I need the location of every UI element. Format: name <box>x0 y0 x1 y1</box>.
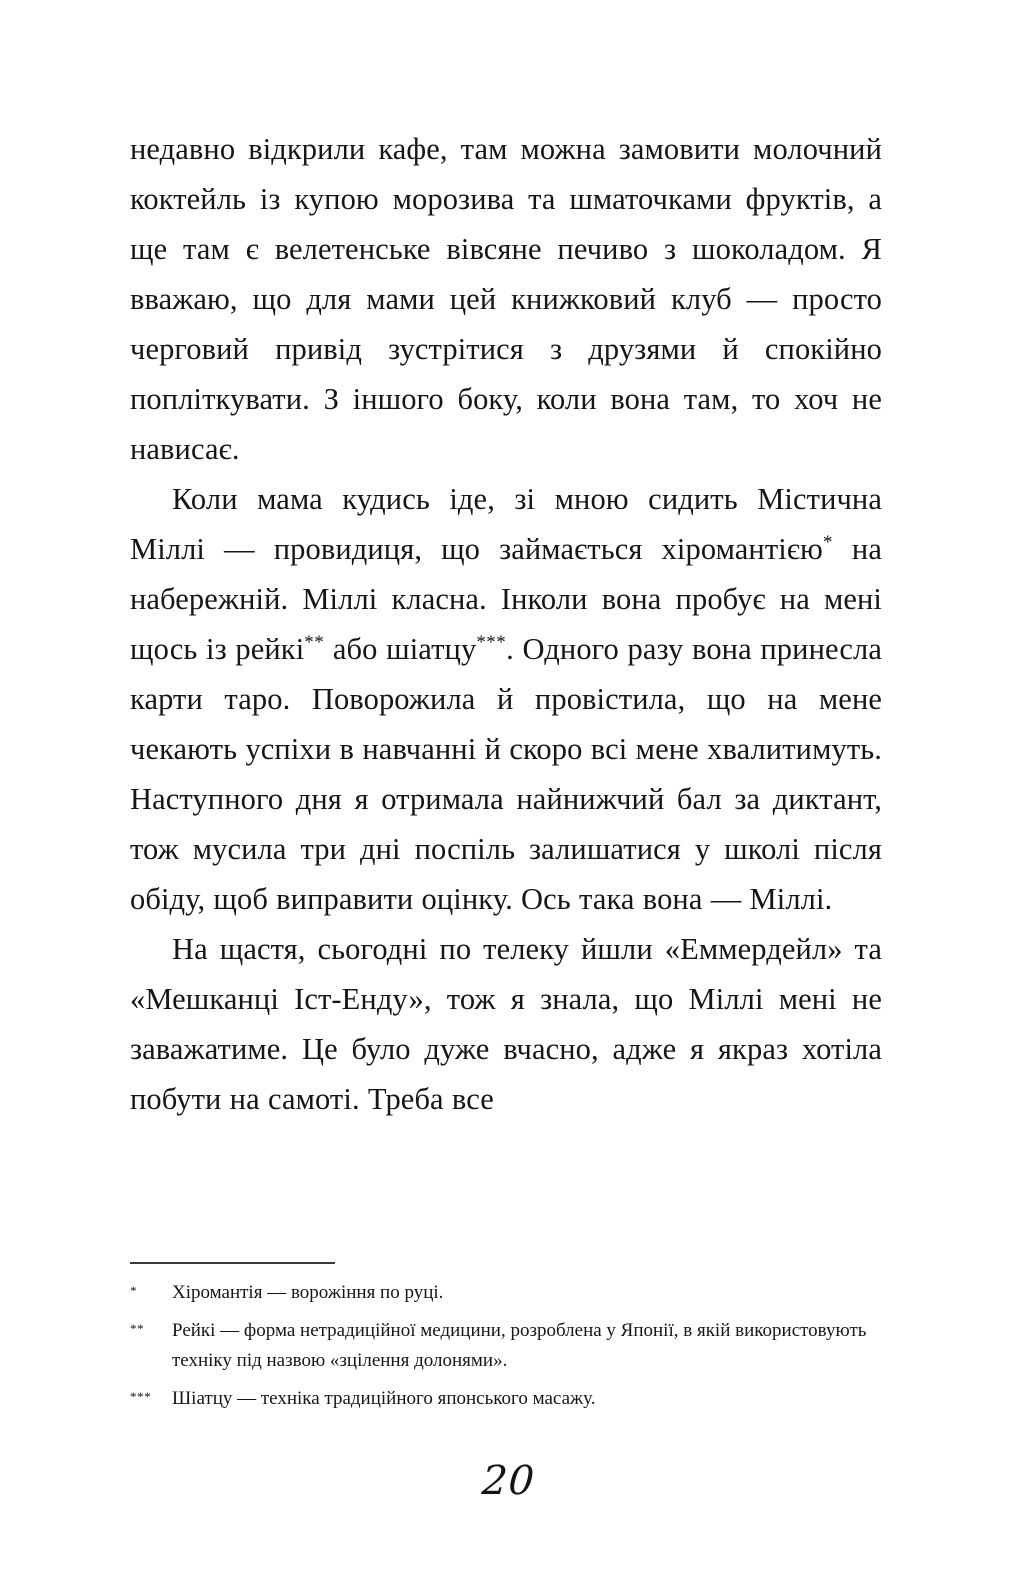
footnote-ref-3[interactable]: *** <box>476 631 507 653</box>
footnote-marker: * <box>130 1283 138 1298</box>
footnote-ref-1[interactable]: * <box>822 531 833 553</box>
footnote-marker: *** <box>130 1389 152 1404</box>
paragraph-2 <box>130 474 882 924</box>
paragraph-2-segment-text: . Одного разу вона принесла карти таро. Поворожила й провістила, що на мене чекають успіхи в навчанні й скоро всі мене хвалитимуть. Наступного дня я отримала найнижчий бал за диктант, тож мусила три дні поспіль залишатися у школі після обіду, щоб виправити оцінку. Ось така вона — Міллі. <box>130 632 882 916</box>
footnote-item <box>130 1316 882 1376</box>
footnote-text: Хіромантія — ворожіння по руці. <box>172 1282 444 1303</box>
paragraph-1: недавно відкрили кафе, там можна замовити молочний коктейль із купою морозива та шматочками фруктів, а ще там є велетенське вівсяне печиво з шоколадом. Я вважаю, що для мами цей книжковий клуб — просто черговий привід зустрітися з друзями й спокійно попліткувати. З іншого боку, коли вона там, то хоч не нависає. <box>130 132 882 466</box>
body-text-block <box>130 124 882 1124</box>
paragraph-2-segment-text: Коли мама кудись іде, зі мною сидить Містична Міллі — провидиця, що займається хіромантією <box>130 482 882 566</box>
paragraph-3: На щастя, сьогодні по телеку йшли «Еммердейл» та «Мешканці Іст-Енду», тож я знала, що Міллі мені не заважатиме. Це було дуже вчасно, адже я якраз хотіла побути на самоті. Треба все <box>130 932 882 1116</box>
footnote-text: Рейкі — форма нетрадиційної медицини, розроблена у Японії, в якій використовують техніку під назвою «зцілення долонями». <box>172 1320 867 1371</box>
footnote-text: Шіатцу — техніка традиційного японського масажу. <box>172 1388 596 1409</box>
footnote-ref-2[interactable]: ** <box>304 631 325 653</box>
footnote-marker: ** <box>130 1321 145 1336</box>
page-number: 20 <box>480 1458 537 1504</box>
footnotes-section <box>130 1262 882 1414</box>
paragraph-2-segment-text: або шіатцу <box>324 632 477 666</box>
footnote-separator-rule <box>130 1262 335 1264</box>
footnote-item <box>130 1278 882 1308</box>
footnote-item <box>130 1384 882 1414</box>
paragraph-2-segment-text: на набережній. Міллі класна. Інколи вона пробує на мені щось із рейкі <box>130 532 882 666</box>
